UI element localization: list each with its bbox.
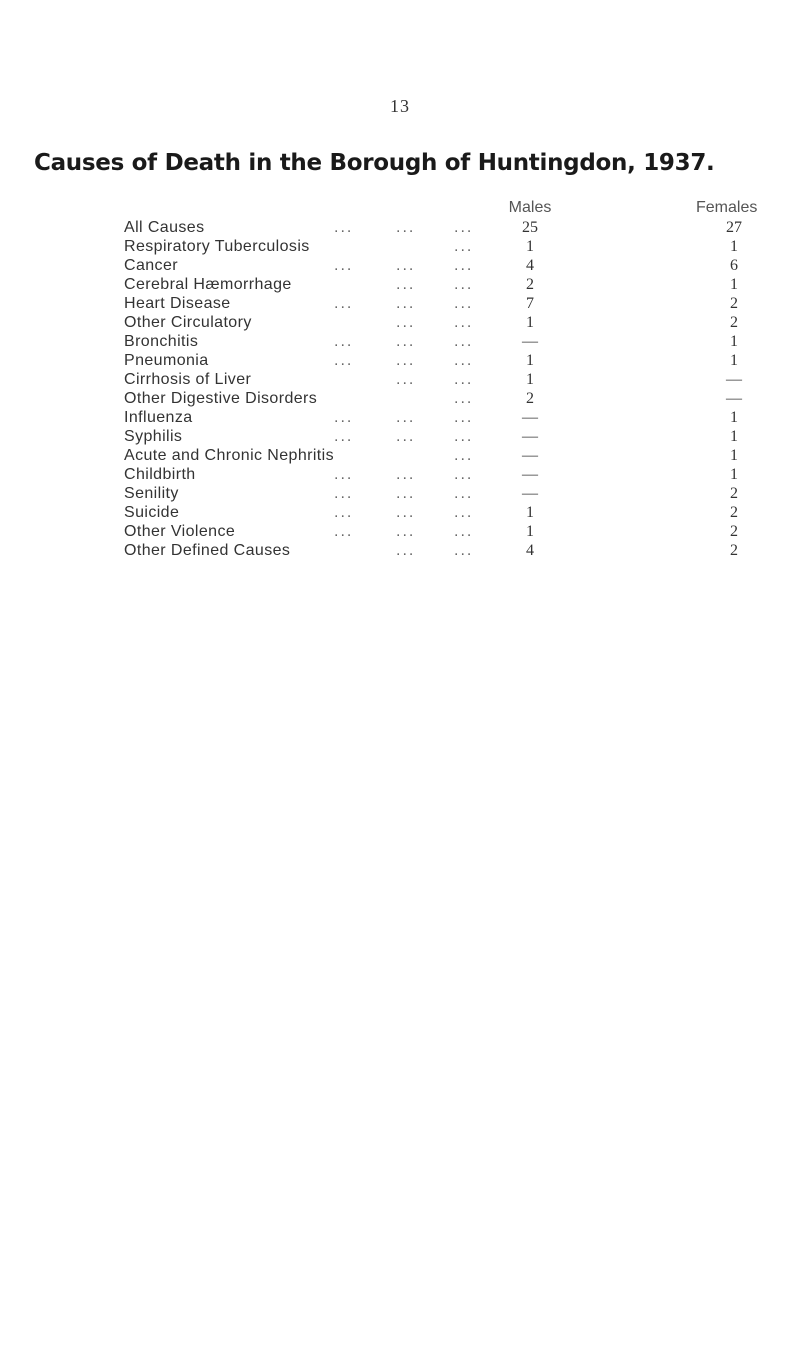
- leader-dot-group: ...: [334, 352, 354, 369]
- table-row: [0, 275, 800, 294]
- females-count: 1: [730, 466, 738, 483]
- females-count: 2: [730, 523, 738, 540]
- table-row: [0, 484, 800, 503]
- males-count: 1: [526, 352, 534, 369]
- females-count: 2: [730, 295, 738, 312]
- females-count: 1: [730, 409, 738, 426]
- cause-label: Suicide: [124, 504, 180, 521]
- cause-label: Cancer: [124, 257, 178, 274]
- cause-label: Heart Disease: [124, 295, 231, 312]
- leader-dot-group: ...: [396, 219, 416, 236]
- leader-dot-group: ...: [334, 257, 354, 274]
- leader-dot-group: ...: [334, 219, 354, 236]
- leader-dot-group: ...: [396, 333, 416, 350]
- leader-dot-group: ...: [396, 428, 416, 445]
- leader-dot-group: ...: [334, 409, 354, 426]
- leader-dot-group: ...: [334, 428, 354, 445]
- cause-label: Other Defined Causes: [124, 542, 291, 559]
- table-row: [0, 351, 800, 370]
- table-row: [0, 522, 800, 541]
- males-count: 1: [526, 238, 534, 255]
- leader-dot-group: ...: [334, 504, 354, 521]
- cause-label: Other Circulatory: [124, 314, 252, 331]
- table-row: [0, 446, 800, 465]
- leader-dot-group: ...: [396, 371, 416, 388]
- males-count: —: [522, 447, 538, 464]
- page-title: Causes of Death in the Borough of Huntingdon, 1937.: [34, 150, 715, 176]
- males-column-header: Males: [508, 199, 552, 216]
- females-count: 1: [730, 333, 738, 350]
- males-count: 1: [526, 371, 534, 388]
- leader-dot-group: ...: [396, 257, 416, 274]
- females-count: 1: [730, 238, 738, 255]
- females-column-header: Females: [696, 199, 758, 216]
- cause-label: Cerebral Hæmorrhage: [124, 276, 292, 293]
- females-count: 1: [730, 447, 738, 464]
- cause-label: Cirrhosis of Liver: [124, 371, 252, 388]
- table-row: [0, 370, 800, 389]
- leader-dot-group: ...: [454, 238, 474, 255]
- males-count: —: [522, 409, 538, 426]
- leader-dot-group: ...: [396, 295, 416, 312]
- cause-label: Respiratory Tuberculosis: [124, 238, 310, 255]
- table-row: [0, 427, 800, 446]
- cause-label: All Causes: [124, 219, 205, 236]
- leader-dot-group: ...: [454, 447, 474, 464]
- males-count: 1: [526, 314, 534, 331]
- leader-dot-group: ...: [396, 352, 416, 369]
- males-count: 25: [522, 219, 538, 236]
- leader-dot-group: ...: [396, 485, 416, 502]
- leader-dot-group: ...: [396, 314, 416, 331]
- females-count: 2: [730, 485, 738, 502]
- cause-label: Senility: [124, 485, 179, 502]
- males-count: —: [522, 428, 538, 445]
- cause-label: Other Digestive Disorders: [124, 390, 318, 407]
- table-row: [0, 503, 800, 522]
- table-row: [0, 408, 800, 427]
- cause-label: Childbirth: [124, 466, 196, 483]
- females-count: —: [726, 371, 742, 388]
- leader-dot-group: ...: [454, 333, 474, 350]
- males-count: 2: [526, 276, 534, 293]
- females-count: 27: [726, 219, 742, 236]
- leader-dot-group: ...: [454, 276, 474, 293]
- cause-label: Influenza: [124, 409, 193, 426]
- females-count: 2: [730, 504, 738, 521]
- cause-label: Acute and Chronic Nephritis: [124, 447, 335, 464]
- table-row: [0, 294, 800, 313]
- leader-dot-group: ...: [454, 542, 474, 559]
- leader-dot-group: ...: [454, 257, 474, 274]
- table-row: [0, 313, 800, 332]
- cause-label: Bronchitis: [124, 333, 199, 350]
- females-count: 1: [730, 276, 738, 293]
- leader-dot-group: ...: [454, 504, 474, 521]
- table-row: [0, 541, 800, 560]
- males-count: 7: [526, 295, 534, 312]
- leader-dot-group: ...: [454, 390, 474, 407]
- females-count: 2: [730, 542, 738, 559]
- leader-dot-group: ...: [396, 276, 416, 293]
- females-count: 2: [730, 314, 738, 331]
- leader-dot-group: ...: [454, 409, 474, 426]
- table-row: [0, 332, 800, 351]
- leader-dot-group: ...: [334, 523, 354, 540]
- leader-dot-group: ...: [334, 466, 354, 483]
- leader-dot-group: ...: [334, 485, 354, 502]
- leader-dot-group: ...: [396, 466, 416, 483]
- table-row: [0, 237, 800, 256]
- leader-dot-group: ...: [396, 523, 416, 540]
- males-count: 2: [526, 390, 534, 407]
- males-count: 1: [526, 523, 534, 540]
- cause-label: Syphilis: [124, 428, 183, 445]
- females-count: 6: [730, 257, 738, 274]
- leader-dot-group: ...: [454, 428, 474, 445]
- leader-dot-group: ...: [454, 219, 474, 236]
- leader-dot-group: ...: [396, 409, 416, 426]
- females-count: 1: [730, 428, 738, 445]
- leader-dot-group: ...: [454, 466, 474, 483]
- table-row: [0, 389, 800, 408]
- table-row: [0, 256, 800, 275]
- males-count: 1: [526, 504, 534, 521]
- page-number: 13: [390, 96, 410, 116]
- leader-dot-group: ...: [334, 333, 354, 350]
- males-count: —: [522, 466, 538, 483]
- leader-dot-group: ...: [454, 485, 474, 502]
- table-row: [0, 465, 800, 484]
- cause-label: Other Violence: [124, 523, 236, 540]
- leader-dot-group: ...: [454, 295, 474, 312]
- females-count: —: [726, 390, 742, 407]
- cause-label: Pneumonia: [124, 352, 209, 369]
- leader-dot-group: ...: [334, 295, 354, 312]
- causes-of-death-table: [0, 218, 800, 560]
- leader-dot-group: ...: [454, 352, 474, 369]
- leader-dot-group: ...: [454, 523, 474, 540]
- column-headers: [0, 199, 800, 219]
- leader-dot-group: ...: [454, 314, 474, 331]
- table-row: [0, 218, 800, 237]
- males-count: 4: [526, 257, 534, 274]
- males-count: —: [522, 485, 538, 502]
- males-count: 4: [526, 542, 534, 559]
- leader-dot-group: ...: [396, 504, 416, 521]
- leader-dot-group: ...: [396, 542, 416, 559]
- females-count: 1: [730, 352, 738, 369]
- leader-dot-group: ...: [454, 371, 474, 388]
- males-count: —: [522, 333, 538, 350]
